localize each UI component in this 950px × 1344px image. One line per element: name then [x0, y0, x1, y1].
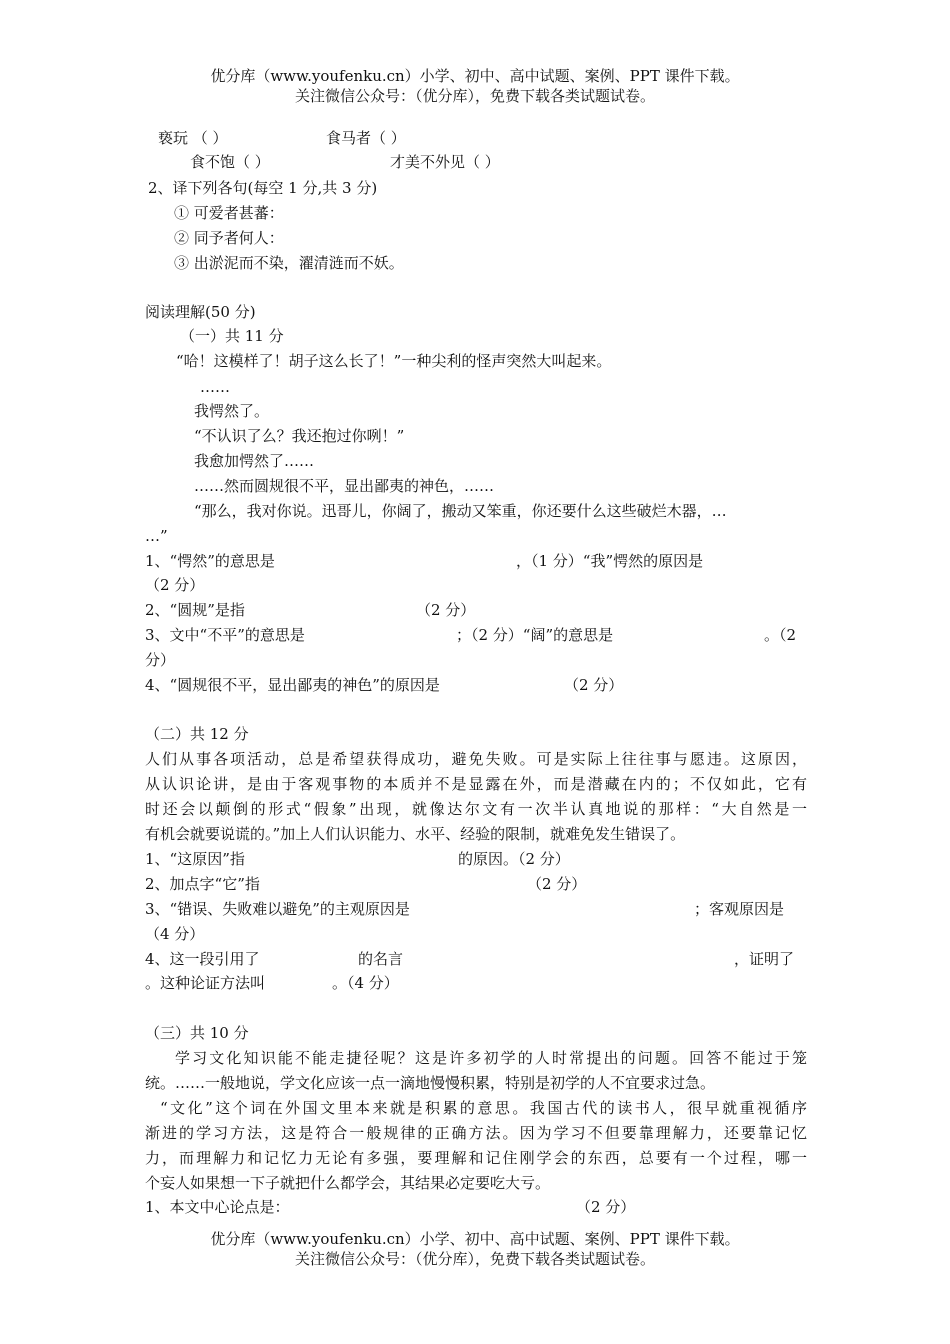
translate-sentence-1: ① 可爱者甚蕃： — [174, 204, 284, 222]
part2-q4-text: 的名言 — [358, 950, 404, 968]
part3-heading: （三）共 10 分 — [145, 1024, 249, 1042]
part3-passage-line: 力，而理解力和记忆力无论有多强，要理解和记住刚学会的东西，总要有一个过程，哪一 — [145, 1149, 807, 1167]
part3-q1-text: 1、本文中心论点是： — [145, 1198, 290, 1216]
footer-line-2: 关注微信公众号：（优分库），免费下载各类试题试卷。 — [294, 1250, 655, 1268]
part1-passage-line: 我愈加愕然了…… — [194, 452, 315, 470]
part1-q1-text: 1、“愕然”的意思是 — [145, 552, 275, 570]
part2-q3-text: 3、“错误、失败难以避免”的主观原因是 — [145, 900, 410, 918]
header-line-2: 关注微信公众号：（优分库），免费下载各类试题试卷。 — [294, 87, 655, 105]
part1-passage-line: 我愕然了。 — [194, 402, 270, 420]
part2-passage-line: 人们从事各项活动，总是希望获得成功，避免失败。可是实际上往往事与愿违。这原因， — [145, 750, 807, 768]
part1-q1-score: （2 分） — [145, 576, 205, 594]
part2-q4-text: 。这种论证方法叫 — [145, 974, 266, 992]
part1-q2-text: 2、“圆规”是指 — [145, 601, 245, 619]
part1-q3-text: ；（2 分）“阔”的意思是 — [456, 626, 614, 644]
footer-line-1: 优分库（www.youfenku.cn）小学、初中、高中试题、案例、PPT 课件下载。 — [210, 1230, 740, 1248]
part3-passage-line: 统。……一般地说，学文化应该一点一滴地慢慢积累，特别是初学的人不宜要求过急。 — [145, 1074, 716, 1092]
header-line-1: 优分库（www.youfenku.cn）小学、初中、高中试题、案例、PPT 课件下载。 — [210, 67, 740, 85]
part2-q1-text: 的原因。（2 分） — [458, 850, 570, 868]
part1-q4-text: 4、“圆规很不平，显出鄙夷的神色”的原因是 — [145, 676, 440, 694]
part1-q3-text: 3、文中“不平”的意思是 — [145, 626, 305, 644]
part1-passage-line: ……然而圆规很不平，显出鄙夷的神色，…… — [194, 477, 495, 495]
reading-title: 阅读理解(50 分) — [145, 303, 256, 321]
part2-q1-text: 1、“这原因”指 — [145, 850, 245, 868]
part1-q4-score: （2 分） — [564, 676, 624, 694]
part2-q3-text: ；客观原因是 — [694, 900, 785, 918]
part2-q2-text: 2、加点字“它”指 — [145, 875, 260, 893]
part3-passage-line: 学习文化知识能不能走捷径呢？这是许多初学的人时常提出的问题。回答不能过于笼 — [175, 1049, 807, 1067]
part1-passage-line: …… — [200, 378, 230, 396]
translate-sentence-2: ② 同予者何人： — [174, 229, 284, 247]
part3-passage-line: 渐进的学习方法，这是符合一般规律的正确方法。因为学习不但要靠理解力，还要靠记忆 — [145, 1124, 807, 1142]
part1-heading: （一）共 11 分 — [180, 327, 284, 345]
part2-passage-line: 有机会就要说谎的。”加上人们认识能力、水平、经验的限制，就难免发生错误了。 — [145, 825, 686, 843]
part1-passage-line: “那么，我对你说。迅哥儿，你阔了，搬动又笨重，你还要什么这些破烂木器，… — [194, 502, 727, 520]
part1-q1-text: ，（1 分）“我”愕然的原因是 — [516, 552, 704, 570]
part1-passage-line: …” — [145, 527, 168, 545]
part1-q2-score: （2 分） — [416, 601, 476, 619]
translate-question-title: 2、译下列各句(每空 1 分,共 3 分) — [148, 179, 378, 197]
part2-q4-score: 。（4 分） — [332, 974, 399, 992]
part2-q4-text: 4、这一段引用了 — [145, 950, 260, 968]
part1-passage-line: “不认识了么？我还抱过你咧！” — [194, 427, 405, 445]
part1-q3-score: 。（2 — [764, 626, 797, 644]
word-blank-2: 食马者（ ） — [326, 129, 406, 147]
part2-passage-line: 从认识论讲，是由于客观事物的本质并不是显露在外，而是潜藏在内的；不仅如此，它有 — [145, 775, 807, 793]
part3-q1-score: （2 分） — [576, 1198, 636, 1216]
part3-passage-line: 个妄人如果想一下子就把什么都学会，其结果必定要吃大亏。 — [145, 1174, 551, 1192]
translate-sentence-3: ③ 出淤泥而不染，濯清涟而不妖。 — [174, 254, 404, 272]
part2-heading: （二）共 12 分 — [145, 725, 249, 743]
part1-passage-line: “哈！这模样了！胡子这么长了！”一种尖利的怪声突然大叫起来。 — [176, 352, 612, 370]
part2-q2-score: （2 分） — [527, 875, 587, 893]
word-blank-1: 亵玩 （ ） — [158, 129, 228, 147]
part3-passage-line: “文化”这个词在外国文里本来就是积累的意思。我国古代的读书人，很早就重视循序 — [160, 1099, 807, 1117]
word-blank-3: 食不饱（ ） — [190, 153, 270, 171]
word-blank-4: 才美不外见（ ） — [390, 153, 500, 171]
part2-q4-text: ，证明了 — [734, 950, 795, 968]
part2-q3-score: （4 分） — [145, 925, 205, 943]
part1-q3-score: 分） — [145, 651, 176, 669]
part2-passage-line: 时还会以颠倒的形式“假象”出现，就像达尔文有一次半认真地说的那样：“大自然是一 — [145, 800, 807, 818]
